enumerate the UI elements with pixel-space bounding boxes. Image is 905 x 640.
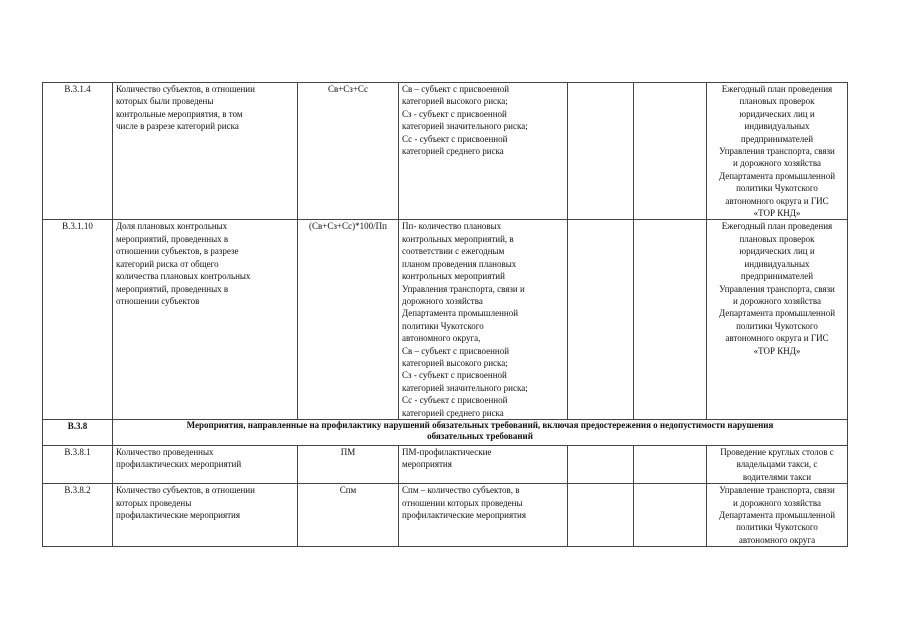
source-line: Управления транспорта, связи xyxy=(719,283,835,294)
description-line: Сс - субъект с присвоенной xyxy=(402,395,508,406)
description-line: Пп- количество плановых xyxy=(402,221,502,232)
description-cell xyxy=(399,445,568,483)
source-line: Департамента промышленной xyxy=(718,170,836,181)
indicator-name-line: количества плановых контрольных xyxy=(116,271,251,282)
formula-cell: Спм xyxy=(298,484,399,547)
empty-cell-6 xyxy=(634,83,707,220)
indicator-name-line: профилактических мероприятий xyxy=(116,459,242,470)
table-row xyxy=(43,83,848,220)
source-line: предпринимателей xyxy=(740,133,814,144)
source-line: автономного округа и ГИС xyxy=(725,195,829,206)
indicator-name-cell xyxy=(113,445,298,483)
source-line: и дорожного хозяйства xyxy=(733,295,821,306)
indicators-table xyxy=(42,82,848,547)
indicator-code-cell: В.3.8.1 xyxy=(43,445,113,483)
description-line: категорией значительного риска; xyxy=(402,121,528,132)
indicator-code-cell: В.3.1.4 xyxy=(43,83,113,220)
empty-cell-5 xyxy=(568,445,634,483)
section-row xyxy=(43,419,848,445)
description-line: Св – субъект с присвоенной xyxy=(402,84,510,94)
indicator-name-line: числе в разрезе категорий риска xyxy=(116,121,239,132)
section-title-line: Мероприятия, направленные на профилактику нарушений обязательных требований, включая предостережения о недопустимости нарушения xyxy=(186,419,774,430)
indicator-name-cell xyxy=(113,220,298,420)
indicator-name-line: профилактические мероприятия xyxy=(116,510,240,520)
description-line: Сз - субъект с присвоенной xyxy=(402,370,507,381)
source-line: индивидуальных xyxy=(744,258,810,269)
source-line: плановых проверок xyxy=(739,233,815,244)
indicator-name-line: контрольные мероприятия, в том xyxy=(116,108,243,119)
description-line: отношении которых проведены xyxy=(402,497,523,508)
source-line: владельцами такси, с xyxy=(736,459,818,470)
source-line: Ежегодный план проведения xyxy=(721,84,833,94)
description-line: Департамента промышленной xyxy=(402,308,519,319)
source-line: и дорожного хозяйства xyxy=(733,497,821,508)
indicator-name-line: категорий риска от общего xyxy=(116,258,219,269)
description-line: Управления транспорта, связи и xyxy=(402,283,525,294)
source-line: юридических лиц и xyxy=(739,108,815,119)
source-line: плановых проверок xyxy=(739,96,815,107)
source-line: предпринимателей xyxy=(740,271,814,282)
source-cell xyxy=(707,445,848,483)
description-line: категорией высокого риска; xyxy=(402,357,508,368)
description-line: категорией среднего риска xyxy=(402,146,504,157)
indicator-code-cell: В.3.1.10 xyxy=(43,220,113,420)
empty-cell-6 xyxy=(634,220,707,420)
description-line: политики Чукотского xyxy=(402,320,484,331)
description-line: соответствии с ежегодным xyxy=(402,246,505,257)
empty-cell-6 xyxy=(634,445,707,483)
indicator-name-line: Количество субъектов, в отношении xyxy=(116,84,255,94)
source-line: Проведение круглых столов с xyxy=(720,446,834,457)
indicator-name-line: которых были проведены xyxy=(116,96,214,107)
source-line: и дорожного хозяйства xyxy=(733,158,821,169)
description-line: контрольных мероприятий, в xyxy=(402,233,514,244)
description-line: контрольных мероприятий xyxy=(402,271,505,282)
table-body xyxy=(43,83,848,547)
indicator-code-cell: В.3.8.2 xyxy=(43,484,113,547)
formula-cell: ПМ xyxy=(298,445,399,483)
description-line: Сз - субъект с присвоенной xyxy=(402,108,507,119)
description-line: категорией значительного риска; xyxy=(402,382,528,393)
description-line: мероприятия xyxy=(402,459,452,470)
indicator-name-line: Количество субъектов, в отношении xyxy=(116,485,255,496)
table-row xyxy=(43,445,848,483)
description-line: категорией среднего риска xyxy=(402,407,504,418)
source-line: Управления транспорта, связи xyxy=(719,146,835,157)
description-line: Сс - субъект с присвоенной xyxy=(402,133,508,144)
source-line: Управление транспорта, связи xyxy=(719,485,835,496)
source-line: политики Чукотского xyxy=(736,320,818,331)
description-cell xyxy=(399,484,568,547)
source-line: юридических лиц и xyxy=(739,246,815,257)
indicator-name-line: мероприятий, проведенных в xyxy=(116,233,229,244)
source-line: Департамента промышленной xyxy=(718,510,836,520)
description-line: планом проведения плановых xyxy=(402,258,517,269)
table-row xyxy=(43,484,848,547)
description-cell xyxy=(399,83,568,220)
description-line: Спм – количество субъектов, в xyxy=(402,485,520,496)
empty-cell-5 xyxy=(568,484,634,547)
empty-cell-5 xyxy=(568,83,634,220)
source-line: «ТОР КНД» xyxy=(753,345,801,356)
section-title-line: обязательных требований xyxy=(427,431,533,442)
source-line: индивидуальных xyxy=(744,121,810,132)
table-row xyxy=(43,220,848,420)
source-line: автономного округа и ГИС xyxy=(725,333,829,344)
source-cell xyxy=(707,484,848,547)
formula-cell: (Св+Сз+Сс)*100/Пп xyxy=(298,220,399,420)
indicator-name-line: мероприятий, проведенных в xyxy=(116,283,229,294)
source-cell xyxy=(707,83,848,220)
indicator-name-line: Доля плановых контрольных xyxy=(116,221,228,232)
description-line: ПМ-профилактические xyxy=(402,446,492,457)
description-line: категорией высокого риска; xyxy=(402,96,508,107)
indicator-name-line: отношении субъектов, в разрезе xyxy=(116,246,239,257)
section-title-cell xyxy=(113,419,848,445)
source-line: водителями такси xyxy=(742,471,812,482)
source-line: политики Чукотского xyxy=(736,183,818,194)
section-code-cell: В.3.8 xyxy=(43,419,113,445)
empty-cell-5 xyxy=(568,220,634,420)
description-line: Св – субъект с присвоенной xyxy=(402,345,510,356)
description-line: профилактические мероприятия xyxy=(402,510,526,520)
description-line: автономного округа, xyxy=(402,333,481,344)
indicator-name-cell xyxy=(113,83,298,220)
source-line: Департамента промышленной xyxy=(718,308,836,319)
indicator-name-line: Количество проведенных xyxy=(116,446,214,457)
source-line: автономного округа xyxy=(738,534,816,545)
source-line: политики Чукотского xyxy=(736,522,818,533)
description-cell xyxy=(399,220,568,420)
description-line: дорожного хозяйства xyxy=(402,295,483,306)
source-cell xyxy=(707,220,848,420)
formula-cell: Св+Сз+Сс xyxy=(298,83,399,220)
source-line: «ТОР КНД» xyxy=(753,208,801,219)
source-line: Ежегодный план проведения xyxy=(721,221,833,232)
indicator-name-line: отношении субъектов xyxy=(116,295,200,306)
empty-cell-6 xyxy=(634,484,707,547)
indicator-name-cell xyxy=(113,484,298,547)
indicator-name-line: которых проведены xyxy=(116,497,192,508)
